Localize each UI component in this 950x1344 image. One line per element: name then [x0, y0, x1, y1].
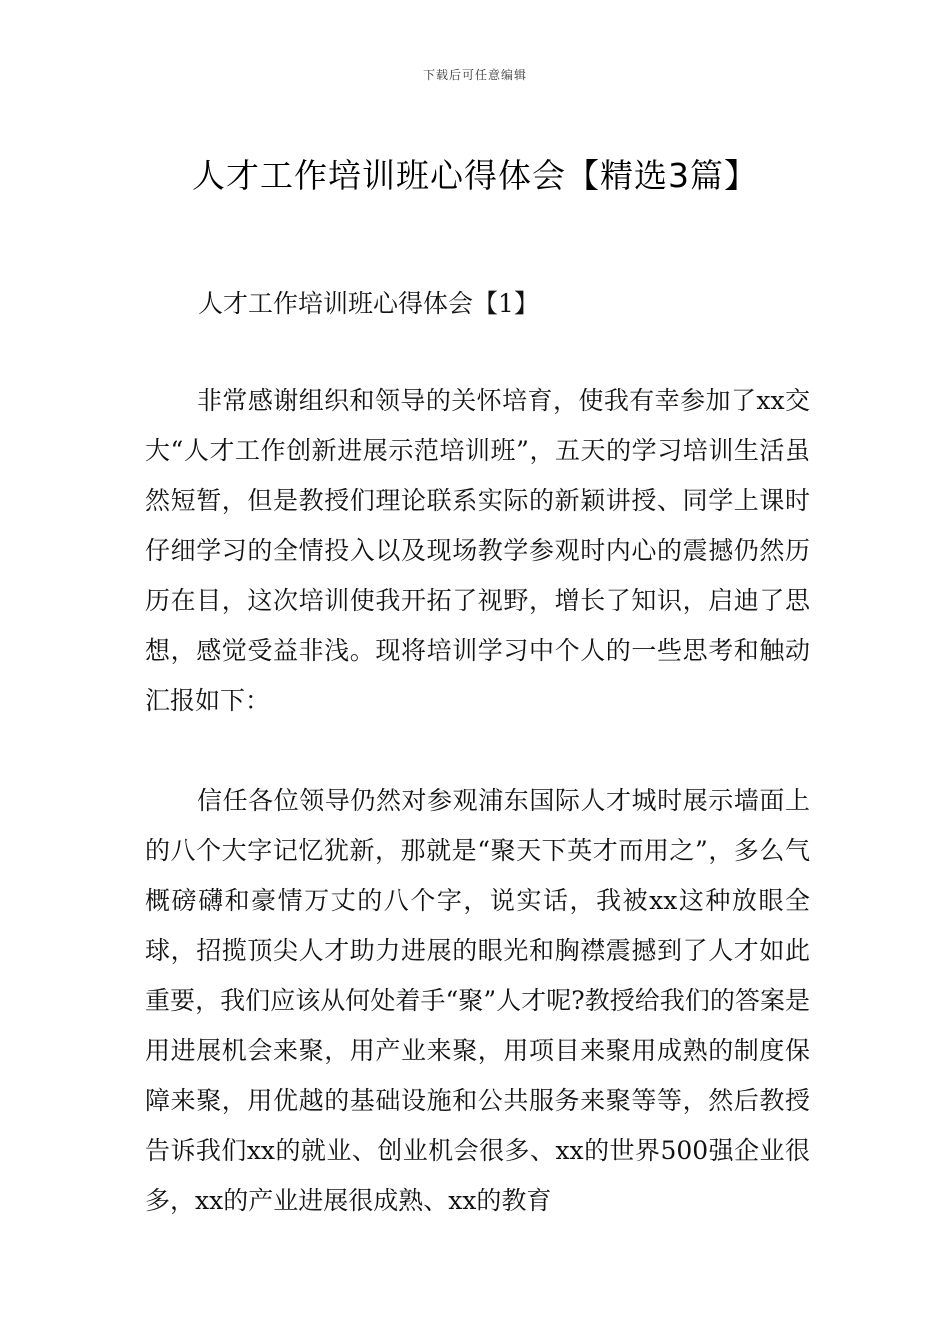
header-note: 下载后可任意编辑 — [422, 68, 527, 82]
body-paragraph-1: 非常感谢组织和领导的关怀培育，使我有幸参加了xx交大“人才工作创新进展示范培训班”，五天的学习培训生活虽然短暂，但是教授们理论联系实际的新颖讲授、同学上课时仔细学习的全情投入以及现场教学参观时内心的震撼仍然历历在目，这次培训使我开拓了视野，增长了知识，启迪了思想，感觉受益非浅。现将培训学习中个人的一些思考和触动汇报如下： — [145, 386, 810, 715]
document-title: 人才工作培训班心得体会【精选3篇】 — [192, 156, 758, 196]
section-heading: 人才工作培训班心得体会【1】 — [198, 289, 539, 318]
body-paragraph-2: 信任各位领导仍然对参观浦东国际人才城时展示墙面上的八个大字记忆犹新，那就是“聚天下英才而用之”，多么气概磅礴和豪情万丈的八个字，说实话，我被xx这种放眼全球，招揽顶尖人才助力进展的眼光和胸襟震撼到了人才如此重要，我们应该从何处着手“聚”人才呢?教授给我们的答案是用进展机会来聚，用产业来聚，用项目来聚用成熟的制度保障来聚，用优越的基础设施和公共服务来聚等等，然后教授告诉我们xx的就业、创业机会很多、xx的世界500强企业很多，xx的产业进展很成熟、xx的教育 — [145, 786, 810, 1215]
